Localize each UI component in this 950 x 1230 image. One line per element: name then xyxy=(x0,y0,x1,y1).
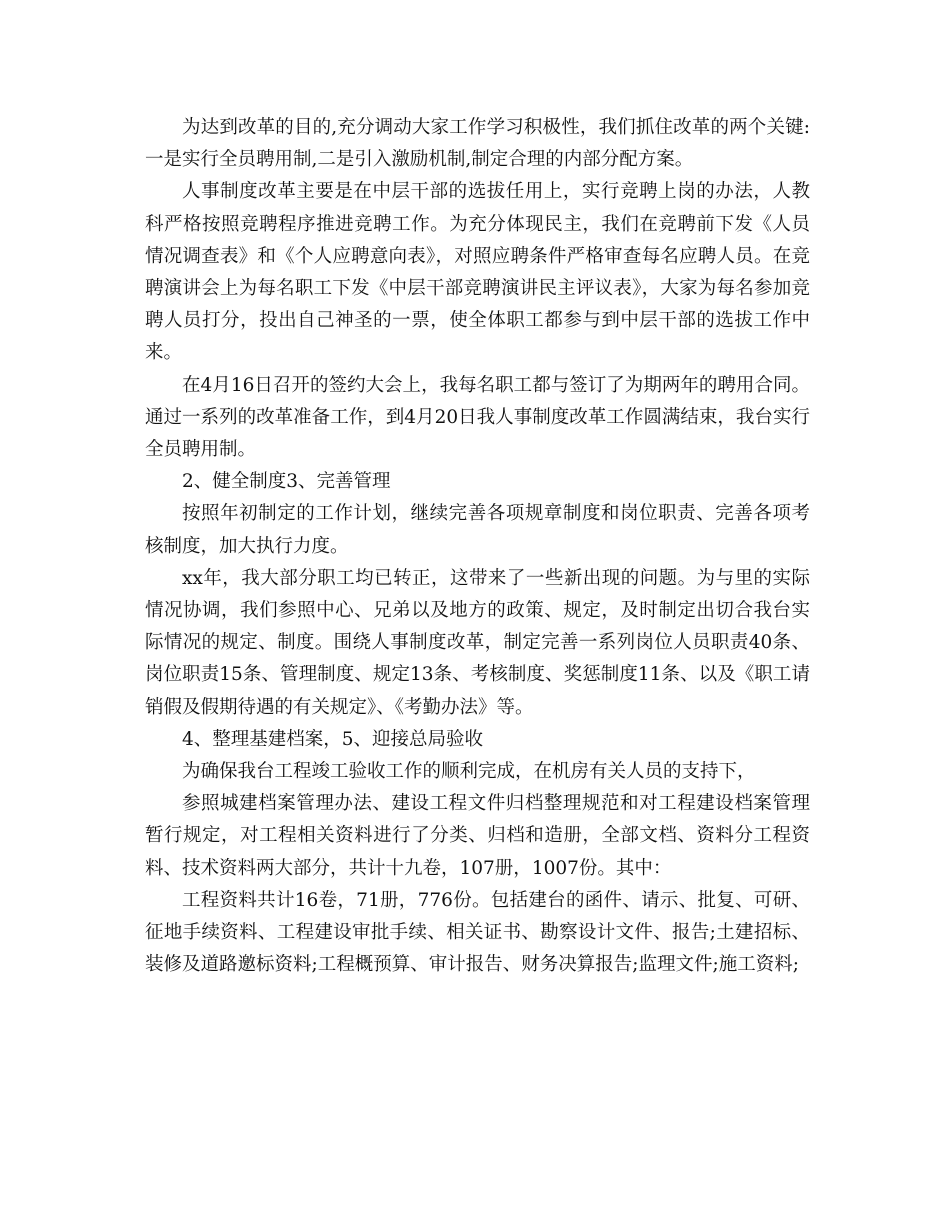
document-page xyxy=(145,112,810,981)
paragraph-6: 为确保我台工程竣工验收工作的顺利完成，在机房有关人员的支持下， xyxy=(182,761,756,783)
paragraph-2: 人事制度改革主要是在中层干部的选拔任用上，实行竞聘上岗的办法，人教科严格按照竞聘程序推进竞聘工作。为充分体现民主，我们在竞聘前下发《人员情况调查表》和《个人应聘意向表》，对照应聘条件严格审查每名应聘人员。在竞聘演讲会上为每名职工下发《中层干部竞聘演讲民主评议表》，大家为每名参加竞聘人员打分，投出自己神圣的一票，使全体职工都参与到中层干部的选拔工作中来。 xyxy=(145,181,810,364)
paragraph-7: 参照城建档案管理办法、建设工程文件归档整理规范和对工程建设档案管理暂行规定，对工程相关资料进行了分类、归档和造册，全部文档、资料分工程资料、技术资料两大部分，共计十九卷，107册，1007份。其中： xyxy=(145,793,810,879)
paragraph-4: 按照年初制定的工作计划，继续完善各项规章制度和岗位职责、完善各项考核制度，加大执行力度。 xyxy=(145,503,810,557)
paragraph-3: 在4月16日召开的签约大会上，我每名职工都与签订了为期两年的聘用合同。通过一系列的改革准备工作，到4月20日我人事制度改革工作圆满结束，我台实行全员聘用制。 xyxy=(145,374,810,461)
paragraph-5: xx年，我大部分职工均已转正，这带来了一些新出现的问题。为与里的实际情况协调，我们参照中心、兄弟以及地方的政策、规定，及时制定出切合我台实际情况的规定、制度。围绕人事制度改革，制定完善一系列岗位人员职责40条、岗位职责15条、管理制度、规定13条、考核制度、奖惩制度11条、以及《职工请销假及假期待遇的有关规定》、《考勤办法》等。 xyxy=(145,567,810,718)
section-heading-2-3: 2、健全制度3、完善管理 xyxy=(182,471,391,493)
paragraph-1: 为达到改革的目的,充分调动大家工作学习积极性，我们抓住改革的两个关键:一是实行全员聘用制,二是引入激励机制,制定合理的内部分配方案。 xyxy=(145,117,810,171)
section-heading-4-5: 4、整理基建档案，5、迎接总局验收 xyxy=(182,728,484,750)
paragraph-8: 工程资料共计16卷，71册，776份。包括建台的函件、请示、批复、可研、征地手续资料、工程建设审批手续、相关证书、勘察设计文件、报告;土建招标、装修及道路邀标资料;工程概预算、审计报告、财务决算报告;监理文件;施工资料; xyxy=(145,889,810,976)
